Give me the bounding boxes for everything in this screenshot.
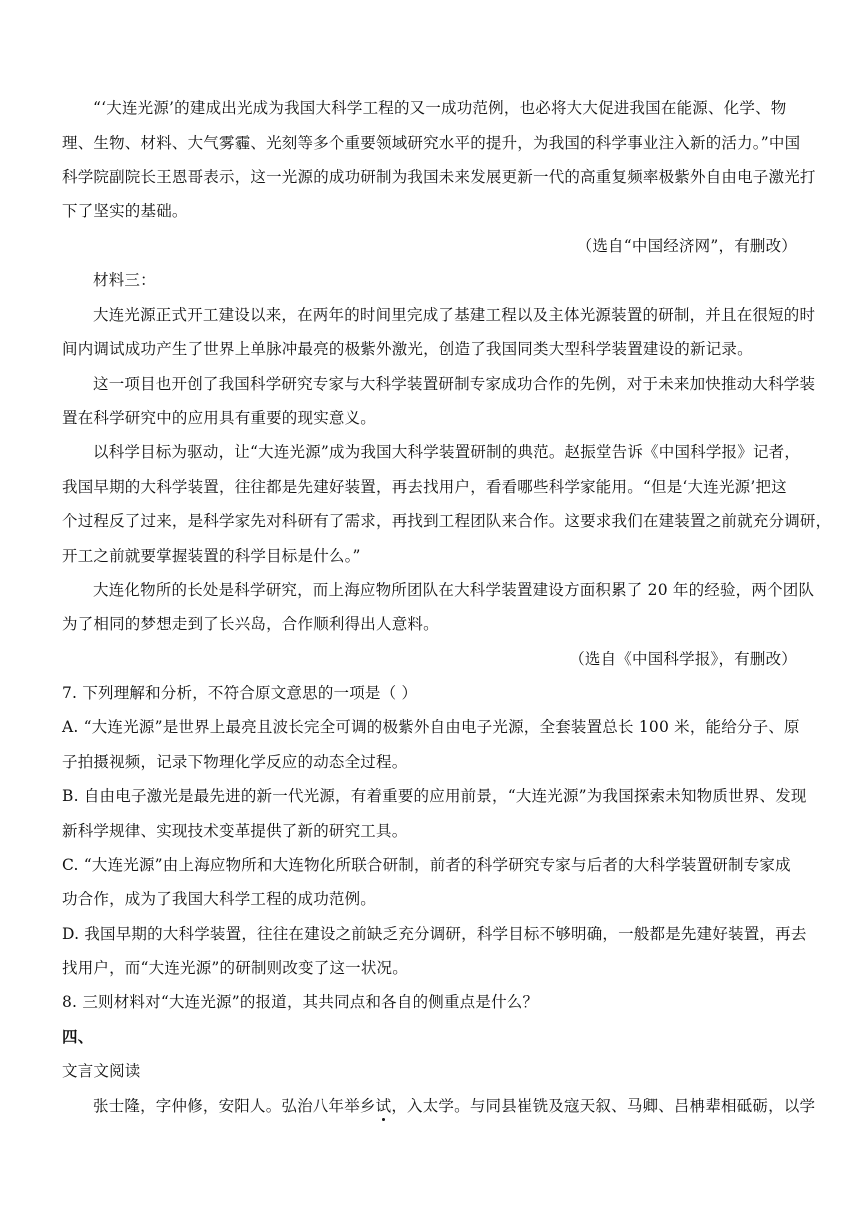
paragraph-line: 理、生物、材料、大气雾霾、光刻等多个重要领域研究水平的提升，为我国的科学事业注入新的活力。”中国 xyxy=(62,134,801,152)
paragraph-line: 下了坚实的基础。 xyxy=(62,202,188,220)
option-a: A. “大连光源”是世界上最亮且波长完全可调的极紫外自由电子光源，全套装置总长 100 米，能给分子、原 xyxy=(62,718,800,736)
option-b: B. 自由电子激光是最先进的新一代光源，有着重要的应用前景，“大连光源”为我国探索未知物质世界、发现 xyxy=(62,787,807,805)
question-7: 7. 下列理解和分析，不符合原文意思的一项是（ ） xyxy=(62,684,418,702)
option-b-cont: 新科学规律、实现技术变革提供了新的研究工具。 xyxy=(62,822,408,840)
section-four-heading: 四、 xyxy=(62,1027,94,1046)
paragraph-line: 间内调试成功产生了世界上单脉冲最亮的极紫外激光，创造了我国同类大型科学装置建设的新记录。 xyxy=(62,340,753,358)
classical-text-part: 张士隆，字仲修，安阳人。弘治八年举乡 xyxy=(93,1097,376,1115)
paragraph-line: 科学院副院长王恩哥表示，这一光源的成功研制为我国未来发展更新一代的高重复频率极紫外自由电子激光打 xyxy=(62,168,816,186)
option-a-cont: 子拍摄视频，记录下物理化学反应的动态全过程。 xyxy=(62,753,408,771)
classical-text-line xyxy=(62,1095,816,1117)
paragraph-line: 置在科学研究中的应用具有重要的现实意义。 xyxy=(62,409,377,427)
section-title: 文言文阅读 xyxy=(62,1062,141,1080)
paragraph-line: 以科学目标为驱动，让“大连光源”成为我国大科学装置研制的典范。赵振堂告诉《中国科学报》记者， xyxy=(93,443,801,461)
paragraph-line: 开工之前就要掌握装置的科学目标是什么。” xyxy=(62,547,361,565)
section-heading: 材料三： xyxy=(93,271,156,289)
source-citation: （选自《中国科学报》，有删改） xyxy=(569,650,797,668)
dotted-character: 试 xyxy=(375,1097,392,1115)
option-d-cont: 找用户，而“大连光源”的研制则改变了这一状况。 xyxy=(62,959,408,977)
question-8: 8. 三则材料对“大连光源”的报道，其共同点和各自的侧重点是什么？ xyxy=(62,993,539,1011)
paragraph-line: 这一项目也开创了我国科学研究专家与大科学装置研制专家成功合作的先例，对于未来加快推动大科学装 xyxy=(93,375,816,393)
paragraph-line: 大连光源正式开工建设以来，在两年的时间里完成了基建工程以及主体光源装置的研制，并且在很短的时 xyxy=(93,306,816,324)
paragraph-line: 大连化物所的长处是科学研究，而上海应物所团队在大科学装置建设方面积累了 20 年的经验，两个团队 xyxy=(93,581,815,599)
option-c: C. “大连光源”由上海应物所和大连物化所联合研制，前者的科学研究专家与后者的大科学装置研制专家成 xyxy=(62,856,791,874)
option-d: D. 我国早期的大科学装置，往往在建设之前缺乏充分调研，科学目标不够明确，一般都是先建好装置，再去 xyxy=(62,925,807,943)
option-c-cont: 功合作，成为了我国大科学工程的成功范例。 xyxy=(62,890,377,908)
classical-text-part: ，入太学。与同县崔铣及寇天叙、马卿、吕柟辈相砥砺，以学 xyxy=(391,1097,816,1115)
paragraph-line: 为了相同的梦想走到了长兴岛，合作顺利得出人意料。 xyxy=(62,615,439,633)
paragraph-line: 我国早期的大科学装置，往往都是先建好装置，再去找用户，看看哪些科学家能用。“但是‘大连光源’把这 xyxy=(62,478,787,496)
paragraph-line: 个过程反了过来，是科学家先对科研有了需求，再找到工程团队来合作。这要求我们在建装置之前就充分调研， xyxy=(62,512,832,530)
source-citation: （选自“中国经济网”，有删改） xyxy=(576,237,797,255)
paragraph-line: “‘大连光源’的建成出光成为我国大科学工程的又一成功范例，也必将大大促进我国在能源、化学、物 xyxy=(93,99,787,117)
